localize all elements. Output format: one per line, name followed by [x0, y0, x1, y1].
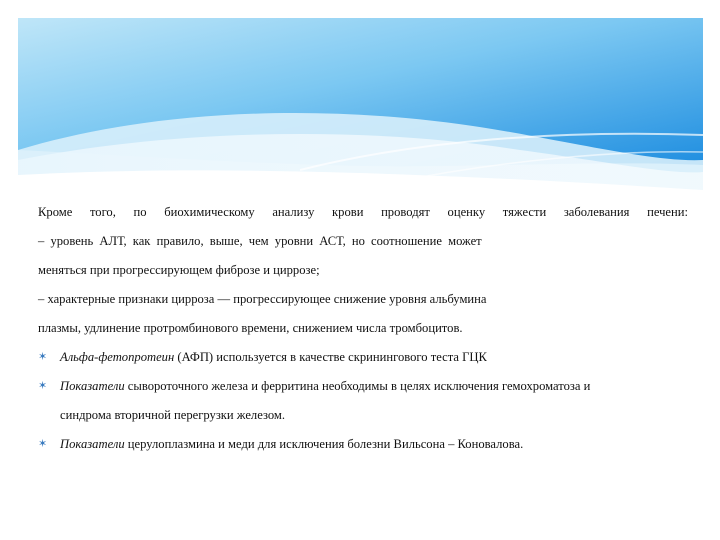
bullet-italic: Показатели: [60, 379, 125, 393]
point-alt-line-1: – уровень АЛТ, как правило, выше, чем уровни АСТ, но соотношение может: [38, 234, 482, 248]
point-cirrhosis-line-1: – характерные признаки цирроза — прогрессирующее снижение уровня альбумина: [38, 292, 487, 306]
bullet-afp: [38, 348, 688, 366]
bullet-text: (АФП) используется в качестве скринингового теста ГЦК: [174, 350, 487, 364]
star-bullet-icon: ✶: [38, 380, 48, 392]
bullet-italic: Альфа-фетопротеин: [60, 350, 175, 364]
bullet-iron: [38, 377, 688, 395]
header-wave-banner: [0, 0, 720, 205]
bullet-ceruloplasmin: [38, 435, 688, 453]
point-cirrhosis-line-2: плазмы, удлинение протромбинового времени, снижением числа тромбоцитов.: [38, 321, 463, 335]
body-text: [38, 203, 688, 453]
star-bullet-icon: ✶: [38, 438, 48, 450]
bullet-iron-continuation: [38, 406, 688, 424]
point-alt-line-2: меняться при прогрессирующем фиброзе и циррозе;: [38, 263, 320, 277]
bullet-text: церулоплазмина и меди для исключения болезни Вильсона – Коновалова.: [124, 437, 524, 451]
bullet-text: сывороточного железа и ферритина необходимы в целях исключения гемохроматоза и: [124, 379, 591, 393]
bullet-continuation-text: синдрома вторичной перегрузки железом.: [60, 408, 286, 422]
intro-line: Кроме того, по биохимическому анализу крови проводят оценку тяжести заболевания печени:: [38, 205, 688, 219]
star-bullet-icon: ✶: [38, 351, 48, 363]
bullet-italic: Показатели: [60, 437, 125, 451]
